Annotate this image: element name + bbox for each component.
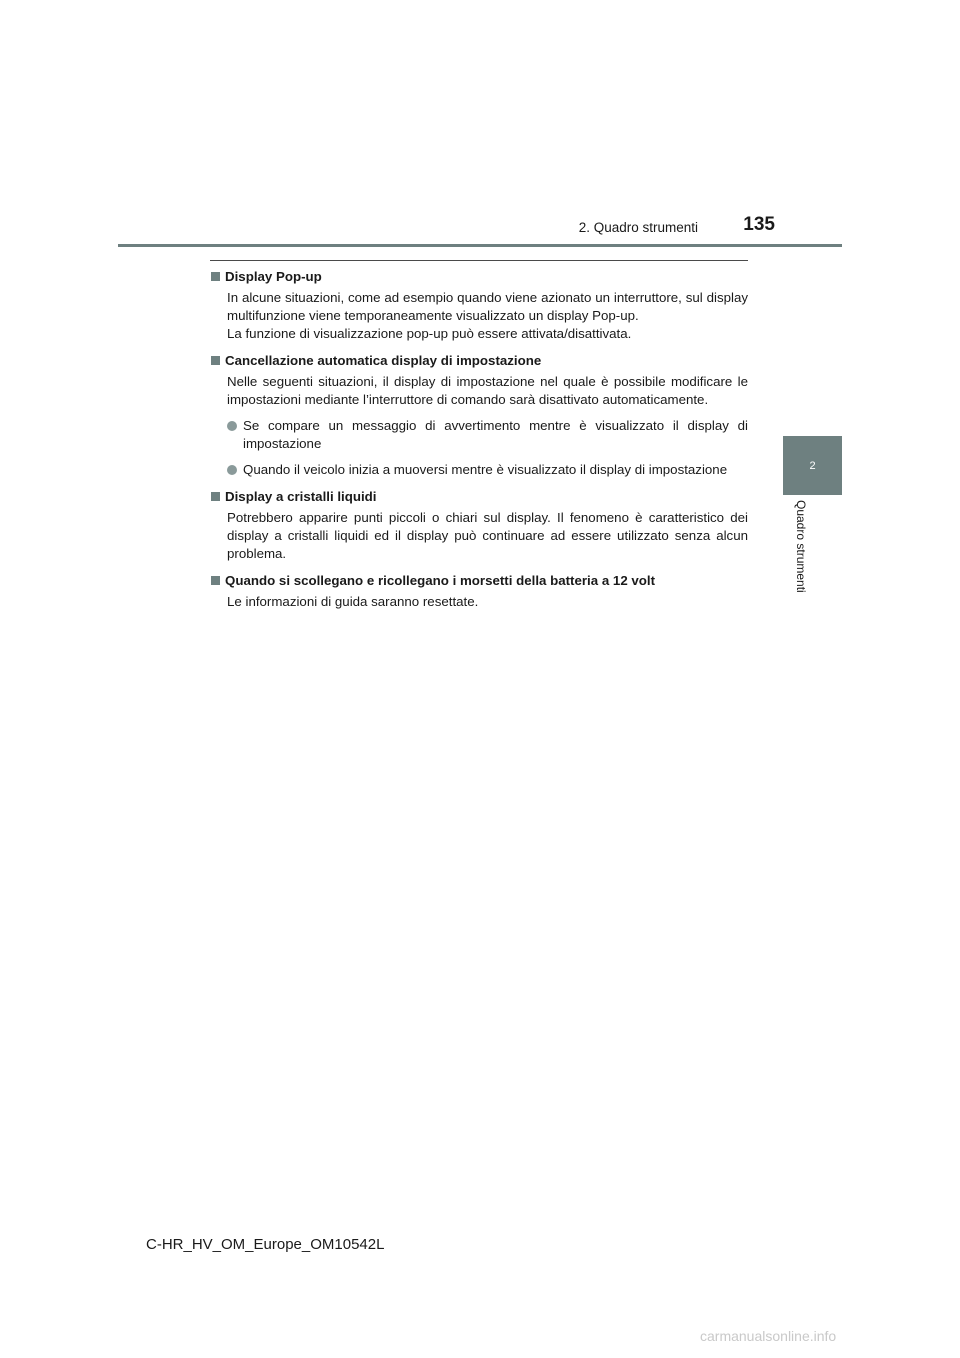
entry-title xyxy=(211,488,748,506)
entry-paragraph: In alcune situazioni, come ad esempio quando viene azionato un interruttore, sul display multifunzione viene temporaneamente visualizzato un display Pop-up. xyxy=(227,290,748,323)
square-bullet-icon xyxy=(211,492,220,501)
entry-display-popup xyxy=(211,268,748,343)
entry-lcd xyxy=(211,488,748,563)
entry-title-text: Display a cristalli liquidi xyxy=(225,489,377,504)
watermark: carmanualsonline.info xyxy=(700,1328,837,1344)
entry-title-text: Display Pop-up xyxy=(225,269,322,284)
content-body xyxy=(211,268,748,620)
entry-paragraph: La funzione di visualizzazione pop-up può essere attivata/disattivata. xyxy=(227,326,632,341)
entry-title-text: Cancellazione automatica display di impostazione xyxy=(225,353,542,368)
list-item-text: Quando il veicolo inizia a muoversi mentre è visualizzato il display di impostazione xyxy=(243,462,728,477)
chapter-tab-number: 2 xyxy=(809,459,816,472)
entry-title xyxy=(211,352,748,370)
page-number: 135 xyxy=(743,214,775,235)
entry-title-text: Quando si scollegano e ricollegano i morsetti della batteria a 12 volt xyxy=(225,573,656,588)
square-bullet-icon xyxy=(211,272,220,281)
entry-auto-cancel xyxy=(211,352,748,479)
section-title: 2. Quadro strumenti xyxy=(578,220,698,235)
square-bullet-icon xyxy=(211,576,220,585)
list-item-text: Se compare un messaggio di avvertimento mentre è visualizzato il display di impostazione xyxy=(243,418,748,451)
square-bullet-icon xyxy=(211,356,220,365)
round-bullet-icon xyxy=(227,465,237,475)
header-rule xyxy=(118,244,842,247)
chapter-side-label xyxy=(783,500,808,610)
entry-title xyxy=(211,572,748,590)
list-item xyxy=(227,417,748,453)
round-bullet-icon xyxy=(227,421,237,431)
content-rule xyxy=(210,260,748,261)
document-code: C-HR_HV_OM_Europe_OM10542L xyxy=(146,1236,385,1253)
entry-paragraph: Le informazioni di guida saranno resettate. xyxy=(227,594,479,609)
entry-title xyxy=(211,268,748,286)
chapter-side-label-text: Quadro strumenti xyxy=(794,500,808,593)
chapter-tab xyxy=(783,436,842,495)
entry-paragraph: Nelle seguenti situazioni, il display di impostazione nel quale è possibile modificare le impostazioni mediante l’interruttore di comando sarà disattivato automaticamente. xyxy=(227,374,748,407)
entry-battery xyxy=(211,572,748,611)
entry-paragraph: Potrebbero apparire punti piccoli o chiari sul display. Il fenomeno è caratteristico dei display a cristalli liquidi ed il display può continuare ad essere utilizzato senza alcun problema. xyxy=(227,510,748,561)
list-item xyxy=(227,461,748,479)
